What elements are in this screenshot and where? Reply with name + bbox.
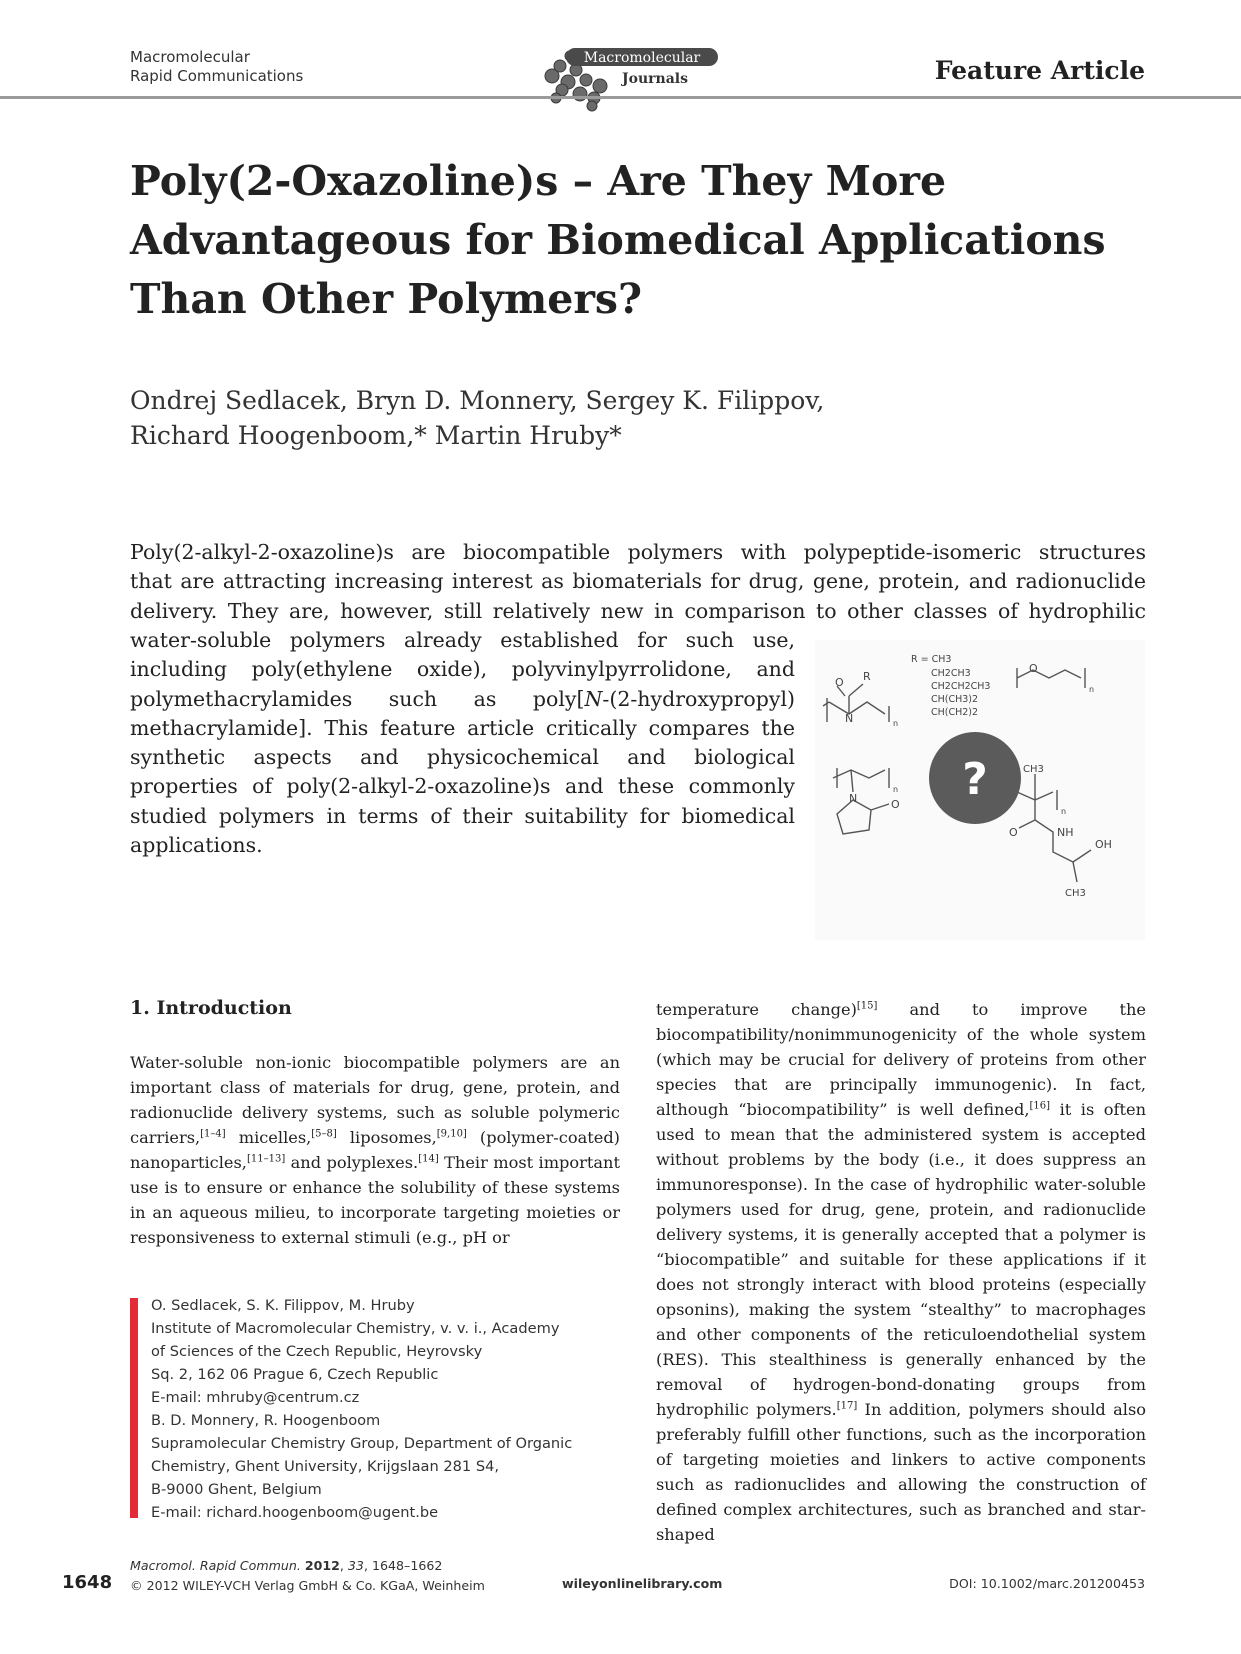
citation-17: [17]	[836, 1400, 858, 1412]
section-heading-introduction: 1. Introduction	[130, 997, 292, 1019]
citation-11-13: [11–13]	[246, 1153, 286, 1165]
abstract-line-1: Poly(2-alkyl-2-oxazoline)s are biocompatible polymers with polypeptide-isomeric structures	[130, 540, 1146, 564]
graphic-repeat-n-2: n	[1089, 685, 1095, 694]
intro-column-left	[130, 1050, 620, 1250]
graphic-hpma-oh: OH	[1095, 838, 1112, 851]
footer-copyright: © 2012 WILEY-VCH Verlag GmbH & Co. KGaA, Weinheim	[130, 1578, 485, 1593]
footer-citation: Macromol. Rapid Commun. 2012, 33, 1648–1662 © 2012 WILEY-VCH Verlag GmbH & Co. KGaA, Weinheim	[130, 1556, 485, 1596]
intro-left-text-6: Their most important use is to ensure or enhance the solubility of these systems in an aqueous milieu, to incorporate targeting moieties or responsiveness to external stimuli (e.g., pH or	[130, 1153, 620, 1247]
affiliation-email: E-mail: mhruby@centrum.cz	[151, 1389, 360, 1406]
affiliation-line: of Sciences of the Czech Republic, Heyrovsky	[151, 1343, 483, 1360]
citation-1-4: [1–4]	[200, 1128, 226, 1140]
affiliation-line: B-9000 Ghent, Belgium	[151, 1481, 322, 1498]
intro-left-text-2: micelles,	[225, 1128, 312, 1147]
graphic-r-option-1: CH2CH3	[931, 668, 971, 679]
page-number: 1648	[62, 1572, 113, 1593]
intro-right-text-4: In addition, polymers should also preferably fulfill other functions, such as the incorporation of targeting moieties and linkers to active components such as radionuclides and allowing the construction of defined complex architectures, such as branched and star-shaped	[656, 1400, 1146, 1544]
journal-name-line2: Rapid Communications	[130, 67, 304, 85]
intro-right-text-1: temperature change)	[656, 1000, 857, 1019]
authors-line2: Richard Hoogenboom,* Martin Hruby*	[130, 421, 622, 450]
graphic-hpma-ch3-bottom: CH3	[1065, 888, 1086, 899]
intro-right-text-2: and to improve the biocompatibility/nonimmunogenicity of the whole system (which may be crucial for delivery of proteins from other species that are principally immunogenic). In fact, although “biocompatibility” is well defined,	[656, 1000, 1146, 1119]
intro-column-right	[656, 997, 1146, 1547]
graphic-n-atom: N	[845, 712, 854, 725]
graphic-hpma-o: O	[1009, 826, 1018, 839]
graphic-r-option-2: CH2CH2CH3	[931, 681, 991, 692]
journal-name	[130, 48, 303, 86]
graphical-abstract-structures	[815, 640, 1145, 940]
affiliation-email: E-mail: richard.hoogenboom@ugent.be	[151, 1504, 439, 1521]
logo-text-line2: Journals	[622, 71, 688, 87]
section-label: Feature Article	[934, 56, 1145, 85]
affiliation-line: Institute of Macromolecular Chemistry, v. v. i., Academy	[151, 1320, 560, 1337]
abstract-text-b: -(2-hydroxypropyl) methacrylamide]. This feature article critically compares the synthetic aspects and physicochemical and biological properties of poly(2-alkyl-2-oxazoline)s and these commonly studied polymers in terms of their suitability for biomedical applications.	[130, 686, 795, 858]
graphic-pvp-o: O	[891, 798, 900, 811]
affiliation-line: Sq. 2, 162 06 Prague 6, Czech Republic	[151, 1366, 439, 1383]
affiliation-line: Chemistry, Ghent University, Krijgslaan 281 S4,	[151, 1458, 500, 1475]
footer-journal: Macromol. Rapid Commun.	[130, 1558, 301, 1573]
abstract-line-3: delivery. They are, however, still relatively new in comparison to other classes of hydrophilic	[130, 598, 1146, 623]
graphic-r-option-3: CH(CH3)2	[931, 694, 979, 705]
graphic-r-equals: R = CH3	[911, 654, 952, 665]
graphic-repeat-n-3: n	[893, 785, 899, 794]
footer-doi[interactable]: DOI: 10.1002/marc.201200453	[949, 1576, 1145, 1591]
question-mark: ?	[962, 754, 988, 805]
affiliation-line: Supramolecular Chemistry Group, Department of Organic	[151, 1435, 573, 1452]
intro-left-text-3: liposomes,	[336, 1128, 437, 1147]
citation-14: [14]	[418, 1153, 439, 1165]
intro-left-text-5: and polyplexes.	[285, 1153, 419, 1172]
footer-website-link[interactable]: wileyonlinelibrary.com	[562, 1576, 723, 1591]
abstract-full-width	[130, 538, 1146, 626]
authors-line1: Ondrej Sedlacek, Bryn D. Monnery, Sergey K. Filippov,	[130, 386, 825, 415]
graphic-repeat-n-4: n	[1061, 807, 1067, 816]
header-rule	[0, 96, 1241, 99]
graphic-peo-o: O	[1029, 662, 1038, 675]
abstract-line-2: that are attracting increasing interest as biomaterials for drug, gene, protein, and radionuclide	[130, 569, 1146, 594]
citation-15: [15]	[856, 1000, 878, 1012]
abstract-text-n: N	[584, 686, 603, 711]
affiliation-accent-bar	[130, 1298, 138, 1518]
footer-volume: 33	[347, 1558, 364, 1573]
graphic-hpma-nh: NH	[1057, 826, 1074, 839]
citation-16: [16]	[1029, 1100, 1051, 1112]
journal-name-line1: Macromolecular	[130, 48, 250, 66]
abstract-continuation	[130, 626, 795, 860]
graphic-hpma-ch3-top: CH3	[1023, 764, 1044, 775]
graphic-r-option-4: CH(CH2)2	[931, 707, 979, 718]
abstract-text-a: water-soluble polymers already established for such use, including poly(ethylene oxide), polyvinylpyrrolidone, and polymethacrylamides such as poly[	[130, 628, 795, 711]
graphic-repeat-n-1: n	[893, 719, 899, 728]
graphic-pvp-n: N	[849, 792, 858, 805]
footer-pages: 1648–1662	[371, 1558, 443, 1573]
article-title: Poly(2-Oxazoline)s – Are They More Advantageous for Biomedical Applications Than Other Polymers?	[130, 157, 1106, 323]
footer-year: 2012	[304, 1558, 340, 1573]
citation-9-10: [9,10]	[436, 1128, 467, 1140]
affiliation-line: O. Sedlacek, S. K. Filippov, M. Hruby	[151, 1297, 415, 1314]
author-list	[130, 383, 1030, 453]
intro-left-text-1: Water-soluble non-ionic biocompatible polymers are an important class of materials for drug, gene, protein, and radionuclide delivery systems, such as soluble polymeric carriers,	[130, 1053, 620, 1147]
affiliations	[151, 1294, 621, 1524]
logo-text-line1: Macromolecular	[583, 50, 701, 66]
graphic-o-label: O	[835, 676, 844, 689]
intro-right-text-3: it is often used to mean that the administered system is accepted without problems by the body (i.e., it does suppress an immunoresponse). In the case of hydrophilic water-soluble polymers used for drug, gene, protein, and radionuclide delivery systems, it is generally accepted that a polymer is “biocompatible” and suitable for these applications if it does not strongly interact with blood proteins (especially opsonins), making the system “stealthy” to macrophages and other components of the reticuloendothelial system (RES). This stealthiness is generally enhanced by the removal of hydrogen-bond-donating groups from hydrophilic polymers.	[656, 1100, 1147, 1419]
macromolecular-journals-logo	[540, 36, 720, 116]
graphic-r-label: R	[863, 670, 871, 683]
intro-left-text-4: (polymer-coated) nanoparticles,	[130, 1128, 620, 1172]
affiliation-line: B. D. Monnery, R. Hoogenboom	[151, 1412, 381, 1429]
citation-5-8: [5–8]	[311, 1128, 337, 1140]
